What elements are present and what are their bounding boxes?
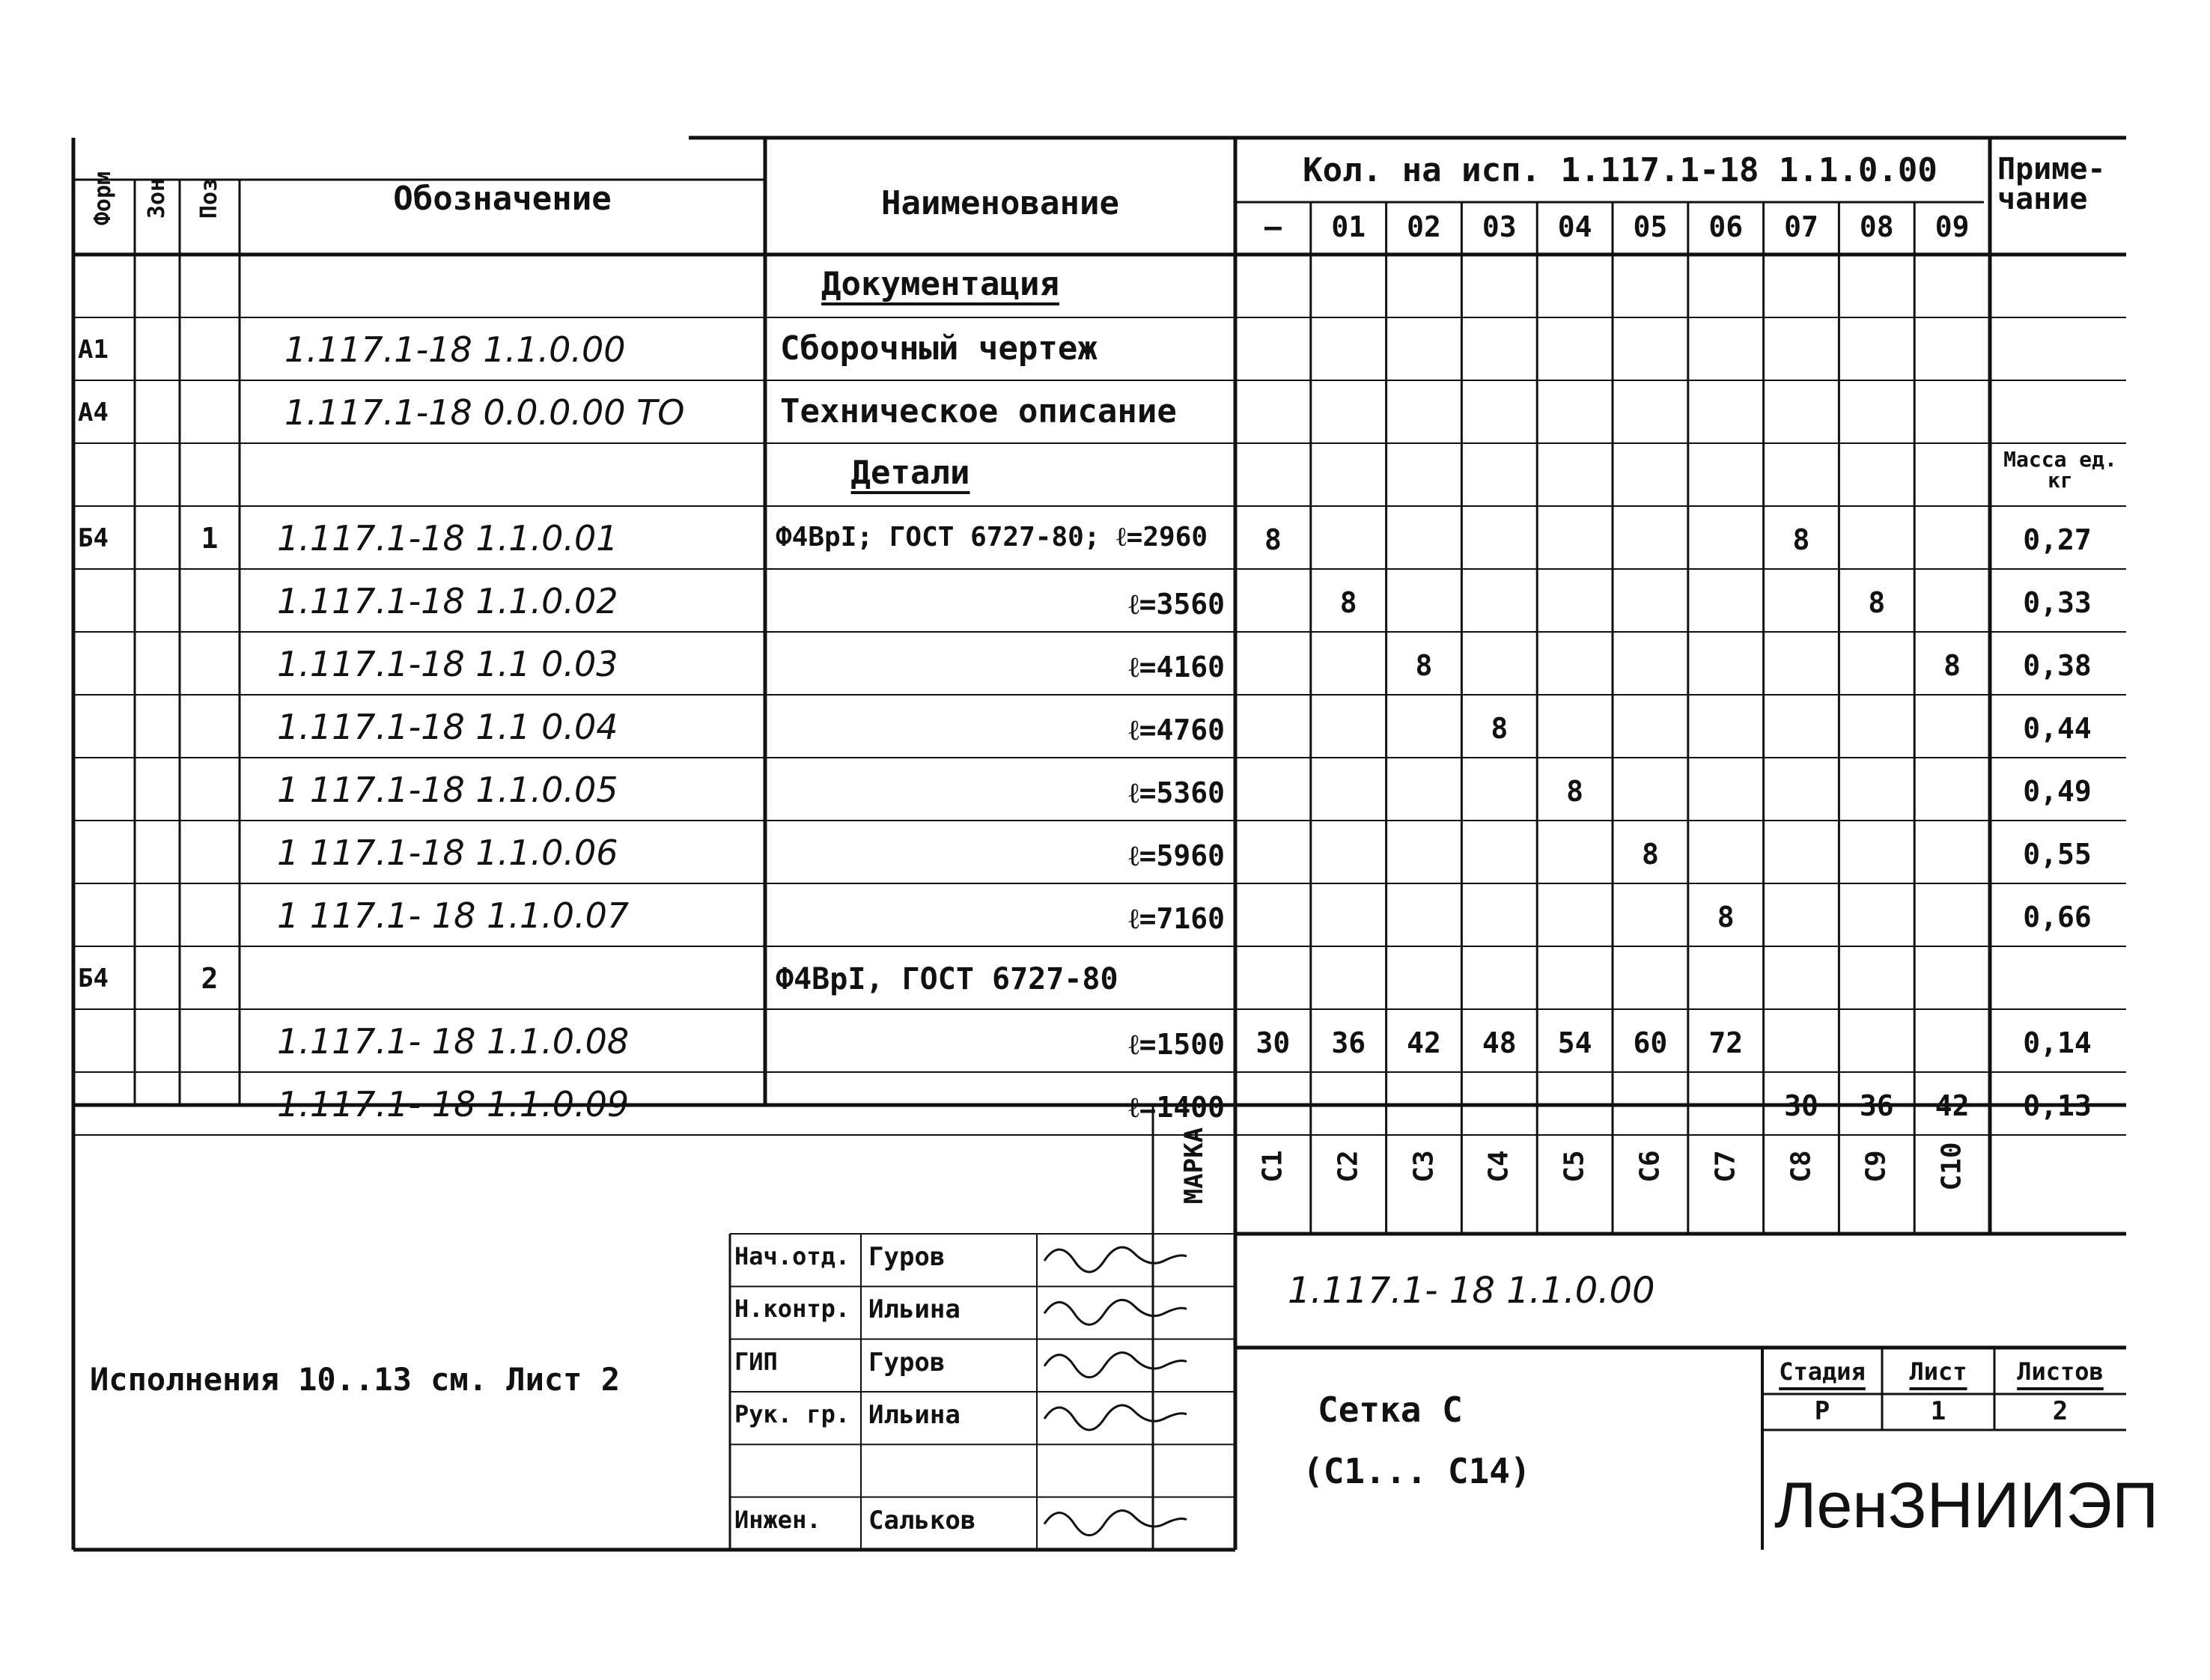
header-exec-5: 05 bbox=[1633, 210, 1668, 243]
header-exec-9: 09 bbox=[1934, 210, 1970, 243]
sig-role: ГИП bbox=[734, 1347, 778, 1376]
header-form: Форм bbox=[90, 171, 116, 226]
title-doc-code: 1.117.1- 18 1.1.0.00 bbox=[1288, 1270, 1655, 1312]
mark-6: С6 bbox=[1634, 1150, 1666, 1183]
detail-row-name: ℓ=4160 bbox=[1128, 651, 1225, 684]
doc-row-designation: 1.117.1-18 0.0.0.00 ТО bbox=[284, 392, 685, 433]
detail-row-name: ℓ=3560 bbox=[1128, 588, 1225, 621]
qty-cell: 8 bbox=[1641, 838, 1659, 871]
header-zone: Зон bbox=[144, 177, 170, 219]
detail-row-name: Ф4ВрI; ГОСТ 6727-80; ℓ=2960 bbox=[776, 522, 1208, 553]
header-note: Приме- чание bbox=[1997, 152, 2106, 216]
header-qty-title: Кол. на исп. 1.117.1-18 1.1.0.00 bbox=[1303, 151, 1937, 189]
detail-row-designation: 1 117.1-18 1.1.0.06 bbox=[277, 833, 618, 873]
sheet-value: 1 bbox=[1930, 1396, 1946, 1426]
mass-cell: 0,55 bbox=[2023, 838, 2092, 871]
detail-row-name: ℓ=5360 bbox=[1128, 776, 1225, 809]
doc-row-form: А1 bbox=[78, 335, 109, 365]
detail-row-name: Ф4ВрI, ГОСТ 6727-80 bbox=[776, 962, 1118, 996]
header-exec-0: — bbox=[1264, 210, 1282, 243]
signature-mark bbox=[1044, 1247, 1187, 1272]
doc-row-name: Техническое описание bbox=[780, 392, 1177, 430]
qty-cell: 8 bbox=[1264, 523, 1282, 556]
detail-row-name: ℓ=7160 bbox=[1128, 902, 1225, 935]
mass-cell: 0,66 bbox=[2023, 901, 2092, 934]
header-designation: Обозначение bbox=[393, 180, 612, 218]
mass-cell: 0,14 bbox=[2023, 1026, 2092, 1059]
detail-row-name: ℓ=1500 bbox=[1128, 1028, 1225, 1061]
signature-mark bbox=[1044, 1405, 1187, 1430]
sig-role: Н.контр. bbox=[734, 1294, 850, 1324]
sheets-value: 2 bbox=[2052, 1396, 2069, 1426]
mass-cell: 0,27 bbox=[2023, 523, 2092, 556]
qty-cell: 8 bbox=[1943, 649, 1961, 682]
qty-cell: 8 bbox=[1868, 586, 1886, 619]
qty-cell: 54 bbox=[1557, 1026, 1592, 1059]
sig-role: Инжен. bbox=[734, 1505, 821, 1534]
stage-value: Р bbox=[1814, 1396, 1830, 1426]
header-exec-1: 01 bbox=[1331, 210, 1366, 243]
signature-mark bbox=[1044, 1511, 1187, 1536]
mass-cell: 0,33 bbox=[2023, 586, 2092, 619]
detail-row-designation: 1 117.1-18 1.1.0.05 bbox=[277, 770, 618, 810]
mass-cell: 0,38 bbox=[2023, 649, 2092, 682]
sheet-label: Лист bbox=[1909, 1357, 1967, 1386]
mass-cell: 0,44 bbox=[2023, 712, 2092, 745]
sig-name: Гуров bbox=[868, 1242, 946, 1272]
title-line1: Сетка С bbox=[1318, 1390, 1463, 1430]
mass-cell: 0,49 bbox=[2023, 775, 2092, 808]
mark-9: С9 bbox=[1860, 1150, 1892, 1183]
header-pos: Поз bbox=[196, 177, 222, 219]
sig-name: Гуров bbox=[868, 1347, 946, 1378]
sig-name: Ильина bbox=[868, 1400, 961, 1430]
detail-row-pos: 2 bbox=[201, 962, 219, 995]
sig-role: Рук. гр. bbox=[734, 1400, 850, 1428]
detail-row-designation: 1.117.1-18 1.1.0.01 bbox=[277, 518, 618, 559]
sig-name: Ильина bbox=[868, 1294, 961, 1325]
title-line2: (С1... С14) bbox=[1303, 1451, 1531, 1491]
mark-10: С10 bbox=[1936, 1142, 1967, 1191]
qty-cell: 8 bbox=[1491, 712, 1509, 745]
org-logo: ЛенЗНИИЭП bbox=[1774, 1470, 2159, 1541]
mark-7: С7 bbox=[1710, 1150, 1741, 1183]
header-exec-3: 03 bbox=[1482, 210, 1517, 243]
mass-label: Масса ед. кг bbox=[2003, 447, 2117, 493]
sig-name: Сальков bbox=[868, 1505, 976, 1536]
header-exec-6: 06 bbox=[1708, 210, 1744, 243]
mark-4: С4 bbox=[1483, 1150, 1515, 1183]
qty-cell: 30 bbox=[1784, 1089, 1818, 1122]
detail-row-designation: 1.117.1-18 1.1 0.04 bbox=[277, 707, 618, 747]
mark-8: С8 bbox=[1785, 1150, 1816, 1183]
header-exec-4: 04 bbox=[1557, 210, 1592, 243]
header-exec-7: 07 bbox=[1784, 210, 1818, 243]
qty-cell: 72 bbox=[1708, 1026, 1744, 1059]
doc-row-form: А4 bbox=[78, 398, 109, 427]
section-documentation: Документация bbox=[821, 265, 1059, 303]
note-executions: Исполнения 10..13 см. Лист 2 bbox=[90, 1361, 621, 1398]
signature-mark bbox=[1044, 1353, 1187, 1378]
detail-row-name: ℓ=5960 bbox=[1128, 839, 1225, 872]
qty-cell: 8 bbox=[1415, 649, 1433, 682]
mark-2: С2 bbox=[1333, 1150, 1364, 1183]
detail-row-name: ℓ=1400 bbox=[1128, 1091, 1225, 1124]
sheets-label: Листов bbox=[2017, 1357, 2104, 1386]
stage-label: Стадия bbox=[1779, 1357, 1866, 1386]
doc-row-name: Сборочный чертеж bbox=[780, 329, 1098, 368]
qty-cell: 8 bbox=[1566, 775, 1584, 808]
header-exec-2: 02 bbox=[1407, 210, 1441, 243]
qty-cell: 30 bbox=[1255, 1026, 1291, 1059]
qty-cell: 36 bbox=[1331, 1026, 1366, 1059]
detail-row-name: ℓ=4760 bbox=[1128, 713, 1225, 746]
header-name: Наименование bbox=[881, 184, 1119, 222]
section-details: Детали bbox=[850, 454, 970, 492]
qty-cell: 8 bbox=[1792, 523, 1810, 556]
qty-cell: 42 bbox=[1934, 1089, 1970, 1122]
qty-cell: 8 bbox=[1717, 901, 1735, 934]
mark-1: С1 bbox=[1257, 1150, 1288, 1183]
qty-cell: 36 bbox=[1859, 1089, 1894, 1122]
mark-5: С5 bbox=[1559, 1150, 1590, 1183]
detail-row-form: Б4 bbox=[78, 523, 109, 553]
mark-3: С3 bbox=[1407, 1150, 1439, 1183]
marka-label: МАРКА bbox=[1179, 1127, 1209, 1205]
detail-row-designation: 1.117.1- 18 1.1.0.08 bbox=[277, 1021, 630, 1062]
qty-cell: 42 bbox=[1407, 1026, 1441, 1059]
detail-row-designation: 1.117.1-18 1.1 0.03 bbox=[277, 644, 618, 684]
mass-cell: 0,13 bbox=[2023, 1089, 2092, 1122]
doc-row-designation: 1.117.1-18 1.1.0.00 bbox=[284, 329, 626, 370]
signature-mark bbox=[1044, 1300, 1187, 1324]
qty-cell: 60 bbox=[1633, 1026, 1668, 1059]
detail-row-form: Б4 bbox=[78, 964, 109, 993]
header-exec-8: 08 bbox=[1859, 210, 1894, 243]
qty-cell: 8 bbox=[1339, 586, 1357, 619]
detail-row-designation: 1.117.1- 18 1.1.0.09 bbox=[277, 1084, 630, 1124]
detail-row-pos: 1 bbox=[201, 522, 219, 555]
sig-role: Нач.отд. bbox=[734, 1242, 850, 1270]
qty-cell: 48 bbox=[1482, 1026, 1517, 1059]
detail-row-designation: 1 117.1- 18 1.1.0.07 bbox=[277, 895, 630, 936]
detail-row-designation: 1.117.1-18 1.1.0.02 bbox=[277, 581, 618, 621]
